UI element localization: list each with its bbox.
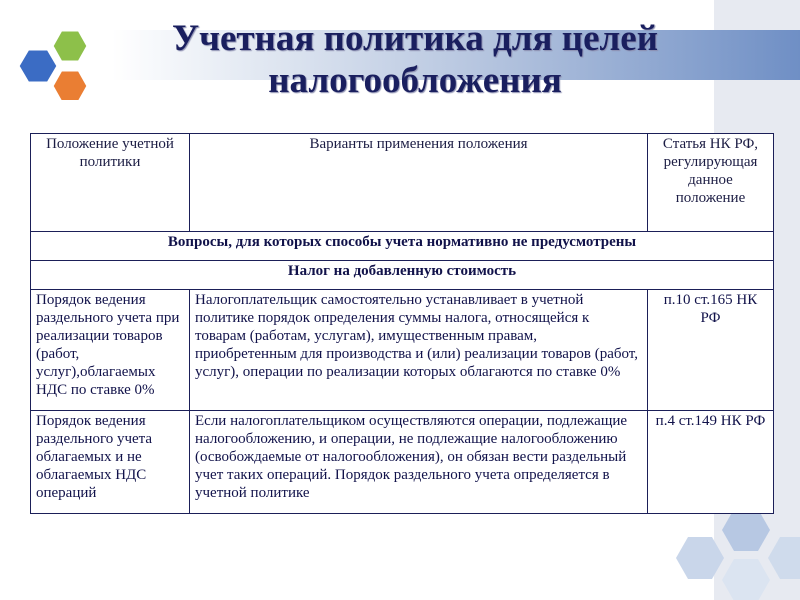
hexagon-blue-icon — [18, 49, 58, 83]
hexagon-pattern-icon — [666, 500, 800, 600]
cell-tax-code-article: п.4 ст.149 НК РФ — [648, 411, 774, 514]
header-tax-code-article: Статья НК РФ, регулирующая данное положение — [648, 134, 774, 232]
hexagon-light-icon — [722, 509, 770, 551]
hexagon-green-icon — [52, 30, 88, 62]
cell-policy-position: Порядок ведения раздельного учета облагаемых и не облагаемых НДС операций — [31, 411, 190, 514]
header-policy-position: Положение учетной политики — [31, 134, 190, 232]
header-application-variants: Варианты применения положения — [190, 134, 648, 232]
cell-application-variants: Налогоплательщик самостоятельно устанавливает в учетной политике порядок определения суммы налога, относящейся к товарам (работам, услугам), имущественным правам, приобретенным для производства и (или) реализации товаров (работ, услуг), операции по реализации которых облагаются по ставке 0% — [190, 290, 648, 411]
hexagon-light-icon — [722, 559, 770, 600]
hexagon-orange-icon — [52, 70, 88, 100]
table-header-row — [31, 134, 774, 232]
table-row — [31, 411, 774, 514]
table-row — [31, 290, 774, 411]
cell-application-variants: Если налогоплательщиком осуществляются операции, подлежащие налогообложению, и операции, не подлежащие налогообложению (освобождаемые от налогообложения), он обязан вести раздельный учет таких операций. Порядок раздельного учета определяется в учетной политике — [190, 411, 648, 514]
section-heading-vat: Налог на добавленную стоимость — [31, 261, 774, 290]
cell-policy-position: Порядок ведения раздельного учета при реализации товаров (работ, услуг),облагаемых НДС по ставке 0% — [31, 290, 190, 411]
hexagon-cluster-icon — [8, 20, 108, 100]
section-row-general — [31, 232, 774, 261]
slide-title-line-1: Учетная политика для целей — [171, 18, 659, 59]
hexagon-light-icon — [676, 537, 724, 579]
cell-tax-code-article: п.10 ст.165 НК РФ — [648, 290, 774, 411]
accounting-policy-table — [30, 133, 774, 514]
hexagon-light-icon — [768, 537, 800, 579]
section-heading-general: Вопросы, для которых способы учета нормативно не предусмотрены — [31, 232, 774, 261]
slide-title — [95, 18, 735, 102]
slide-title-line-2: налогообложения — [268, 60, 562, 101]
section-row-vat — [31, 261, 774, 290]
